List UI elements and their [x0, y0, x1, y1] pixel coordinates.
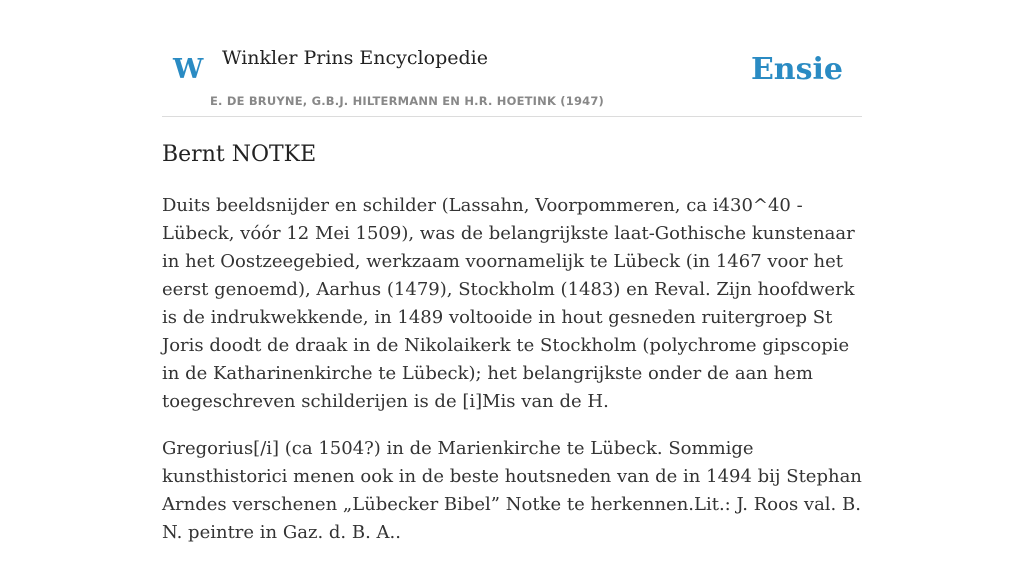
book-authors: E. DE BRUYNE, G.B.J. HILTERMANN EN H.R. HOETINK (1947) [210, 94, 605, 108]
ensie-brand-logo[interactable]: Ensie [750, 52, 843, 87]
article-body [162, 192, 862, 566]
article-paragraph: Gregorius[/i] (ca 1504?) in de Marienkirche te Lübeck. Sommige kunsthistorici menen ook in de beste houtsneden van de in 1494 bij Stephan Arndes verschenen „Lübecker Bibel” Notke te herkennen.Lit.: J. Roos val. B. N. peintre in Gaz. d. B. A.. [162, 438, 862, 543]
article-paragraph: Duits beeldsnijder en schilder (Lassahn, Voorpommeren, ca i430^40 - Lübeck, vóór 12 Mei 1509), was de belangrijkste laat-Gothische kunstenaar in het Oostzeegebied, werkzaam voornamelijk te Lübeck (in 1467 voor het eerst genoemd), Aarhus (1479), Stockholm (1483) en Reval. Zijn hoofdwerk is de indrukwekkende, in 1489 voltooide in hout gesneden ruitergroep St Joris doodt de draak in de Nikolaikerk te Stockholm (polychrome gipscopie in de Katharinenkirche te Lübeck); het belangrijkste onder de aan hem toegeschreven schilderijen is de [i]Mis van de H. [162, 195, 855, 412]
page [162, 0, 862, 543]
article-title: Bernt NOTKE [162, 142, 317, 167]
book-title-link[interactable]: Winkler Prins Encyclopedie [222, 47, 488, 69]
site-header [162, 0, 862, 117]
encyclopedia-logo[interactable]: W [173, 54, 204, 85]
